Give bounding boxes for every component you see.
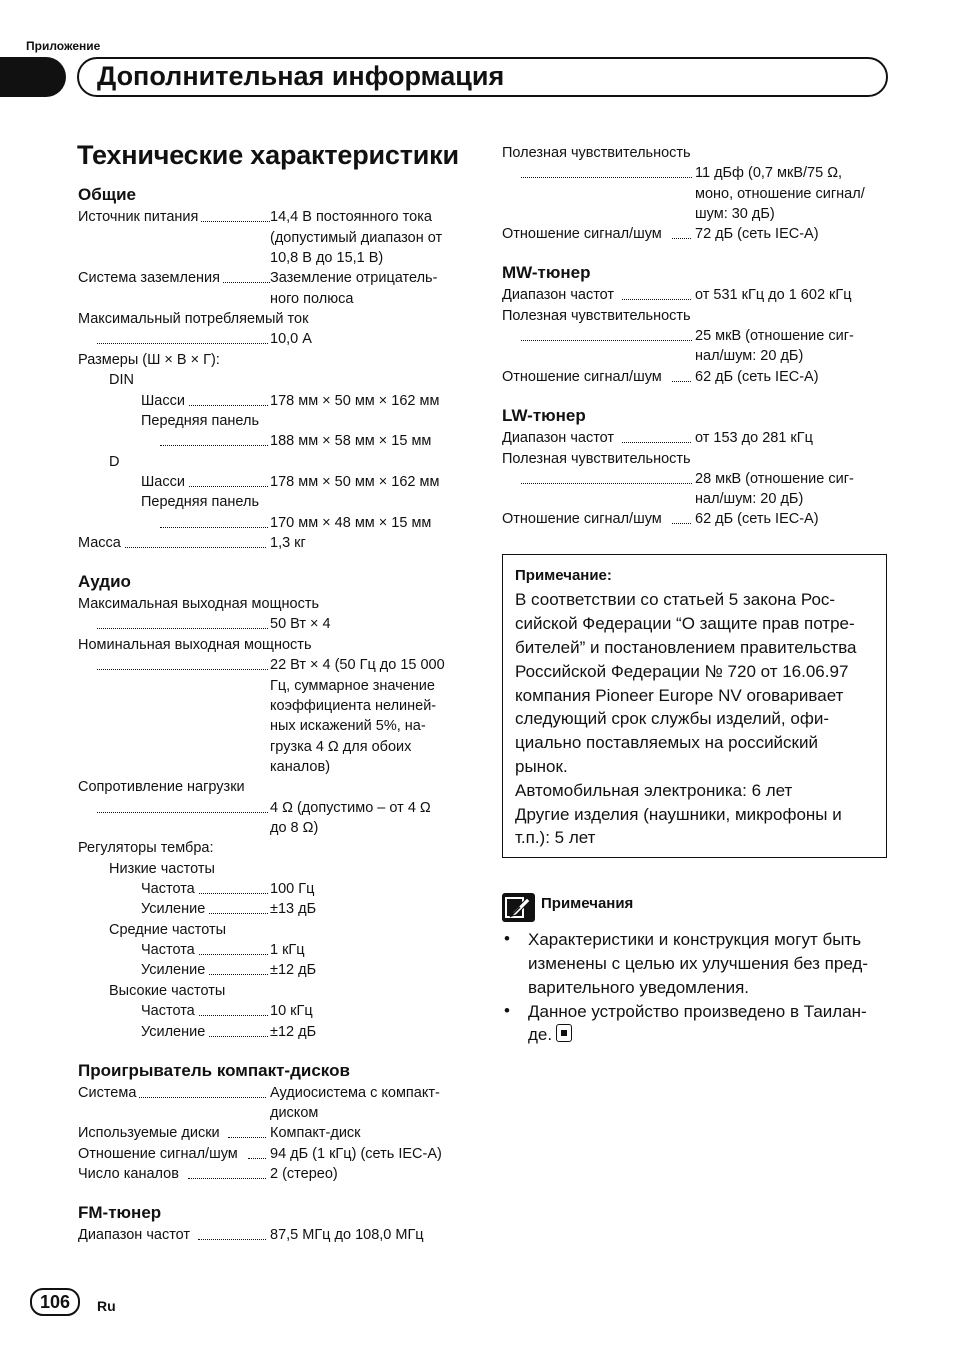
spec-lw-sens	[521, 469, 891, 489]
legal-note-box	[502, 554, 887, 858]
general-heading: Общие	[78, 185, 136, 204]
fm-heading: FM-тюнер	[78, 1203, 162, 1222]
spec-value: 4 Ω (допустимо – от 4 Ω	[270, 800, 431, 816]
spec-label: Частота	[141, 1001, 198, 1021]
spec-cd-channels	[78, 1164, 458, 1184]
spec-din-front	[160, 431, 460, 451]
cd-heading: Проигрыватель компакт-дисков	[78, 1061, 350, 1080]
note-line: следующий срок службы изделий, офи-	[515, 709, 829, 728]
spec-impedance	[97, 798, 477, 818]
spec-value: 62 дБ (сеть IEC-A)	[695, 511, 819, 527]
spec-label: Масса	[78, 533, 124, 553]
spec-value: от 153 до 281 кГц	[695, 430, 813, 446]
spec-value: ±12 дБ	[270, 1024, 317, 1040]
spec-value-cont: диском	[270, 1105, 319, 1121]
spec-label: Число каналов	[78, 1164, 182, 1184]
end-mark-icon	[556, 1024, 572, 1042]
bullet-marker: •	[504, 929, 510, 948]
spec-label: Передняя панель	[141, 494, 260, 510]
spec-label: Номинальная выходная мощность	[78, 637, 312, 653]
note-title: Примечание:	[515, 567, 612, 584]
spec-value: от 531 кГц до 1 602 кГц	[695, 287, 852, 303]
spec-value-cont: ных искажений 5%, на-	[270, 718, 426, 734]
bullet-text: Характеристики и конструкция могут быть	[528, 930, 862, 949]
spec-d-chassis	[141, 472, 461, 492]
spec-label: Полезная чувствительность	[502, 145, 691, 161]
spec-label: Сопротивление нагрузки	[78, 779, 245, 795]
note-line: Другие изделия (наушники, микрофоны и	[515, 805, 842, 824]
bullet-text: варительного уведомления.	[528, 978, 750, 997]
spec-value: 2 (стерео)	[270, 1166, 338, 1182]
spec-label: Отношение сигнал/шум	[502, 224, 665, 244]
spec-value-cont: моно, отношение сигнал/	[695, 186, 865, 202]
spec-value: Заземление отрицатель-	[270, 270, 438, 286]
spec-value: 87,5 МГц до 108,0 МГц	[270, 1227, 424, 1243]
section-label: Приложение	[26, 39, 101, 53]
spec-value: 100 Гц	[270, 881, 315, 897]
spec-value-cont: Гц, суммарное значение	[270, 678, 435, 694]
spec-value: 170 мм × 48 мм × 15 мм	[270, 515, 432, 531]
spec-mw-snr	[502, 367, 882, 387]
bullet-text: изменены с целью их улучшения без пред-	[528, 954, 869, 973]
spec-sublabel: Высокие частоты	[109, 983, 226, 999]
spec-value: 188 мм × 58 мм × 15 мм	[270, 433, 432, 449]
spec-label: Используемые диски	[78, 1123, 223, 1143]
spec-sublabel: DIN	[109, 372, 134, 388]
spec-mw-sens	[521, 326, 891, 346]
spec-value: 28 мкВ (отношение сиг-	[695, 471, 854, 487]
spec-value-cont: каналов)	[270, 759, 331, 775]
bullet-text: Данное устройство произведено в Таилан-	[528, 1002, 867, 1021]
spec-fm-snr	[502, 224, 882, 244]
spec-ground	[78, 268, 458, 288]
spec-value: 1,3 кг	[270, 535, 306, 551]
spec-label: Максимальный потребляемый ток	[78, 311, 309, 327]
note-line: бителей” и постановлением правительства	[515, 638, 857, 657]
spec-label: Частота	[141, 879, 198, 899]
spec-lw-range	[502, 428, 882, 448]
spec-label: Источник питания	[78, 207, 201, 227]
note-line: Автомобильная электроника: 6 лет	[515, 781, 793, 800]
spec-value-cont: нал/шум: 20 дБ)	[695, 491, 804, 507]
bullet-text-last	[528, 1023, 572, 1047]
spec-value: 11 дБф (0,7 мкВ/75 Ω,	[695, 165, 843, 181]
spec-value: 50 Вт × 4	[270, 616, 331, 632]
spec-label: Система заземления	[78, 268, 223, 288]
spec-high-gain	[141, 1022, 401, 1042]
chapter-tab-marker	[0, 57, 66, 97]
spec-label: Частота	[141, 940, 198, 960]
page-number: 106	[30, 1288, 80, 1316]
spec-fm-range	[78, 1225, 458, 1245]
bullet-text: де.	[528, 1025, 553, 1044]
spec-value: 178 мм × 50 мм × 162 мм	[270, 393, 440, 409]
lw-heading: LW-тюнер	[502, 406, 586, 425]
spec-cd-system	[78, 1083, 458, 1103]
spec-value-cont: (допустимый диапазон от	[270, 230, 443, 246]
spec-value-cont: 10,8 В до 15,1 В)	[270, 250, 384, 266]
spec-label: Размеры (Ш × В × Г):	[78, 352, 220, 368]
spec-d-front	[160, 513, 460, 533]
language-code: Ru	[97, 1298, 116, 1314]
spec-sublabel: D	[109, 454, 120, 470]
spec-label: Полезная чувствительность	[502, 308, 691, 324]
spec-label: Диапазон частот	[78, 1225, 193, 1245]
spec-label: Регуляторы тембра:	[78, 840, 214, 856]
spec-value-cont: шум: 30 дБ)	[695, 206, 775, 222]
spec-label: Диапазон частот	[502, 285, 617, 305]
page-heading: Технические характеристики	[77, 140, 459, 170]
spec-value: 14,4 В постоянного тока	[270, 209, 432, 225]
spec-value-cont: нал/шум: 20 дБ)	[695, 348, 804, 364]
note-line: сийской Федерации “О защите прав потре-	[515, 614, 855, 633]
spec-value: 62 дБ (сеть IEC-A)	[695, 369, 819, 385]
spec-value: Аудиосистема с компакт-	[270, 1085, 440, 1101]
spec-value-cont: грузка 4 Ω для обоих	[270, 739, 412, 755]
note-line: компания Pioneer Europe NV оговаривает	[515, 686, 844, 705]
audio-heading: Аудио	[78, 572, 131, 591]
notes-title: Примечания	[541, 895, 634, 912]
spec-cd-snr	[78, 1144, 463, 1164]
spec-value-cont: коэффициента нелиней-	[270, 698, 437, 714]
spec-label: Диапазон частот	[502, 428, 617, 448]
pencil-note-icon	[502, 893, 535, 922]
spec-value: 94 дБ (1 кГц) (сеть IEC-A)	[270, 1146, 442, 1162]
spec-mass	[78, 533, 378, 553]
spec-max-power	[97, 614, 397, 634]
spec-lw-snr	[502, 509, 882, 529]
bullet-marker: •	[504, 1001, 510, 1020]
spec-value: 10 кГц	[270, 1003, 313, 1019]
spec-value: 1 кГц	[270, 942, 305, 958]
spec-label: Передняя панель	[141, 413, 260, 429]
spec-label: Шасси	[141, 391, 188, 411]
note-line: циально поставляемых на российский	[515, 733, 818, 752]
spec-high-freq	[141, 1001, 401, 1021]
spec-label: Усиление	[141, 960, 208, 980]
spec-label: Усиление	[141, 1022, 208, 1042]
spec-label: Отношение сигнал/шум	[502, 367, 665, 387]
spec-value-cont: до 8 Ω)	[270, 820, 319, 836]
note-line: В соответствии со статьей 5 закона Рос-	[515, 590, 836, 609]
spec-label: Шасси	[141, 472, 188, 492]
spec-power	[78, 207, 458, 227]
spec-sublabel: Низкие частоты	[109, 861, 215, 877]
spec-label: Отношение сигнал/шум	[78, 1144, 241, 1164]
spec-value: 72 дБ (сеть IEC-A)	[695, 226, 819, 242]
spec-mid-freq	[141, 940, 401, 960]
spec-max-current	[97, 329, 397, 349]
spec-mw-range	[502, 285, 882, 305]
spec-value: 25 мкВ (отношение сиг-	[695, 328, 854, 344]
spec-value-cont: ного полюса	[270, 291, 354, 307]
spec-label: Система	[78, 1083, 139, 1103]
spec-value: ±12 дБ	[270, 962, 317, 978]
spec-low-freq	[141, 879, 401, 899]
spec-rated-power	[97, 655, 477, 675]
spec-label: Полезная чувствительность	[502, 451, 691, 467]
note-line: т.п.): 5 лет	[515, 828, 596, 847]
spec-value: 22 Вт × 4 (50 Гц до 15 000	[270, 657, 445, 673]
note-line: Российской Федерации № 720 от 16.06.97	[515, 662, 849, 681]
spec-mid-gain	[141, 960, 401, 980]
spec-sublabel: Средние частоты	[109, 922, 227, 938]
spec-value: ±13 дБ	[270, 901, 317, 917]
spec-value: 178 мм × 50 мм × 162 мм	[270, 474, 440, 490]
spec-label: Усиление	[141, 899, 208, 919]
spec-label: Отношение сигнал/шум	[502, 509, 665, 529]
mw-heading: MW-тюнер	[502, 263, 591, 282]
spec-fm-sens	[521, 163, 891, 183]
spec-low-gain	[141, 899, 401, 919]
chapter-title: Дополнительная информация	[97, 61, 505, 91]
note-line: рынок.	[515, 757, 568, 776]
spec-cd-discs	[78, 1123, 458, 1143]
chapter-title-box	[77, 57, 888, 97]
spec-din-chassis	[141, 391, 461, 411]
spec-label: Максимальная выходная мощность	[78, 596, 320, 612]
spec-value: Компакт-диск	[270, 1125, 361, 1141]
spec-value: 10,0 А	[270, 331, 312, 347]
